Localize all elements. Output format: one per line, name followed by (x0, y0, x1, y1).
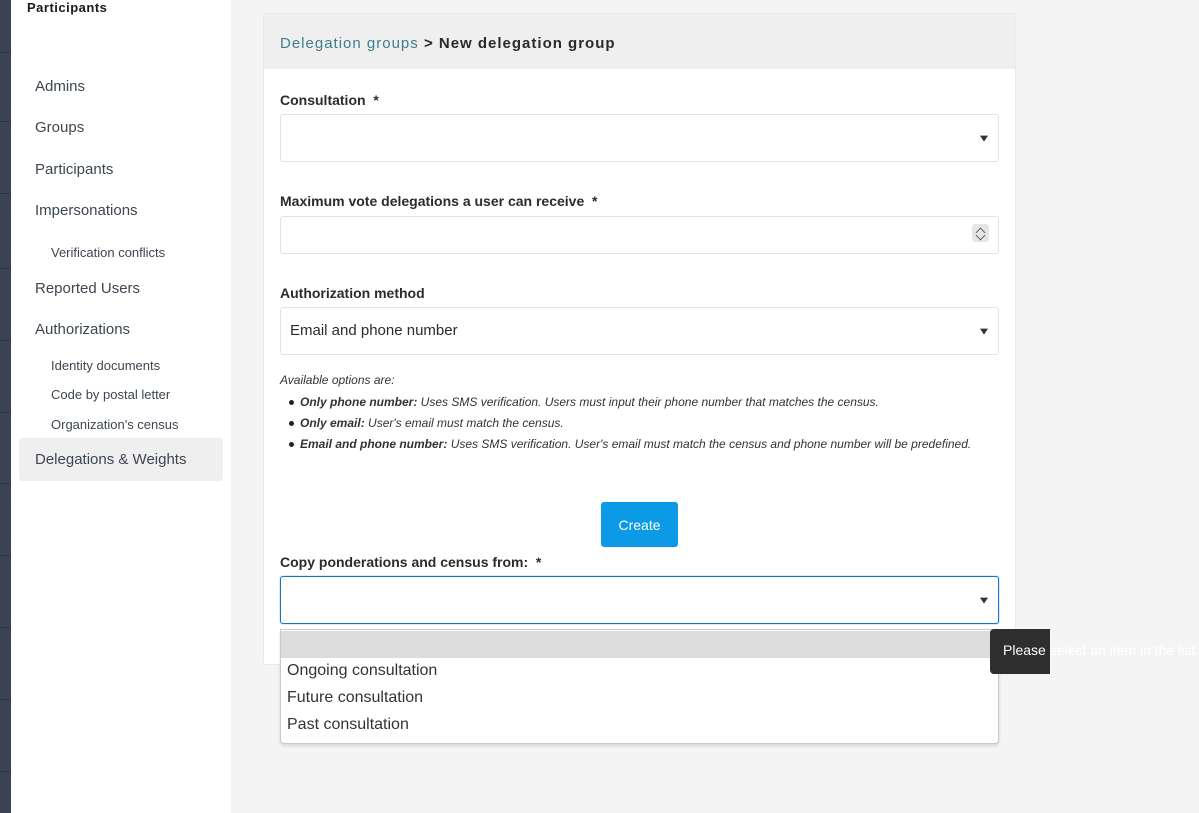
chevron-down-icon (980, 136, 988, 142)
required-marker: * (592, 193, 598, 209)
rail-divider (0, 771, 11, 772)
max-delegations-label-text: Maximum vote delegations a user can receive (280, 193, 585, 209)
sidebar-item-admins[interactable]: Admins (35, 78, 86, 95)
create-button[interactable]: Create (601, 502, 678, 547)
left-rail (0, 0, 11, 813)
validation-tooltip: Please select an item in the list. (990, 629, 1050, 674)
rail-divider (0, 268, 11, 269)
sidebar (11, 0, 231, 813)
help-option-name: Only phone number: (300, 395, 418, 409)
card-header (264, 14, 1015, 69)
breadcrumb-separator: > (423, 35, 434, 52)
required-marker: * (535, 554, 542, 570)
dropdown-option-future[interactable]: Future consultation (287, 689, 424, 706)
bullet-icon (289, 442, 294, 447)
help-option-name: Only email: (300, 416, 365, 430)
copy-from-label-text: Copy ponderations and census from: (280, 554, 529, 570)
authorization-method-label: Authorization method (280, 285, 425, 301)
rail-divider (0, 699, 11, 700)
breadcrumb-current: New delegation group (438, 35, 616, 52)
help-option-name: Email and phone number: (300, 437, 448, 451)
sidebar-subitem-verification-conflicts[interactable]: Verification conflicts (51, 245, 166, 260)
authorization-method-value: Email and phone number (290, 322, 458, 339)
sidebar-subitem-identity-documents[interactable]: Identity documents (51, 358, 161, 373)
sidebar-item-groups[interactable]: Groups (35, 119, 85, 136)
dropdown-option-ongoing[interactable]: Ongoing consultation (287, 662, 438, 679)
help-options-list (280, 392, 971, 455)
help-intro: Available options are: (280, 373, 395, 387)
help-option-desc: User's email must match the census. (364, 416, 564, 430)
copy-from-select[interactable] (280, 576, 999, 624)
help-option-desc: Uses SMS verification. User's email must match the census and phone number will be predefined. (447, 437, 972, 451)
chevron-down-icon (980, 598, 988, 604)
help-option (280, 434, 971, 455)
chevron-down-icon (980, 329, 988, 335)
sidebar-subitem-organization-census[interactable]: Organization's census (51, 417, 179, 432)
help-option (280, 392, 971, 413)
sidebar-item-participants[interactable]: Participants (35, 161, 114, 178)
sidebar-item-authorizations[interactable]: Authorizations (35, 321, 131, 338)
sidebar-item-reported-users[interactable]: Reported Users (35, 280, 141, 297)
consultation-label-text: Consultation (280, 92, 366, 108)
help-option-desc: Uses SMS verification. Users must input their phone number that matches the census. (417, 395, 879, 409)
sidebar-item-impersonations[interactable]: Impersonations (35, 202, 138, 219)
sidebar-item-delegations-weights[interactable]: Delegations & Weights (35, 451, 187, 468)
dropdown-option-past[interactable]: Past consultation (287, 716, 409, 733)
rail-divider (0, 340, 11, 341)
bullet-icon (289, 400, 294, 405)
breadcrumb (280, 35, 616, 52)
rail-divider (0, 52, 11, 53)
authorization-method-select[interactable] (280, 307, 999, 355)
bullet-icon (289, 421, 294, 426)
help-option (280, 413, 971, 434)
consultation-select[interactable] (280, 114, 999, 162)
rail-divider (0, 555, 11, 556)
required-marker: * (373, 92, 379, 108)
sidebar-subitem-postal-letter[interactable]: Code by postal letter (51, 387, 171, 402)
authorization-help-text (280, 373, 971, 455)
rail-divider (0, 483, 11, 484)
rail-divider (0, 121, 11, 122)
consultation-label (280, 92, 379, 108)
number-stepper-icon[interactable] (972, 224, 989, 242)
dropdown-option-empty[interactable] (281, 631, 998, 658)
max-delegations-input[interactable] (280, 216, 999, 254)
rail-divider (0, 193, 11, 194)
rail-divider (0, 627, 11, 628)
sidebar-heading: Participants (27, 0, 108, 15)
copy-from-label (280, 554, 541, 570)
breadcrumb-delegation-groups-link[interactable]: Delegation groups (280, 35, 419, 52)
max-delegations-label (280, 193, 597, 209)
copy-from-dropdown-list (280, 629, 999, 744)
rail-divider (0, 412, 11, 413)
